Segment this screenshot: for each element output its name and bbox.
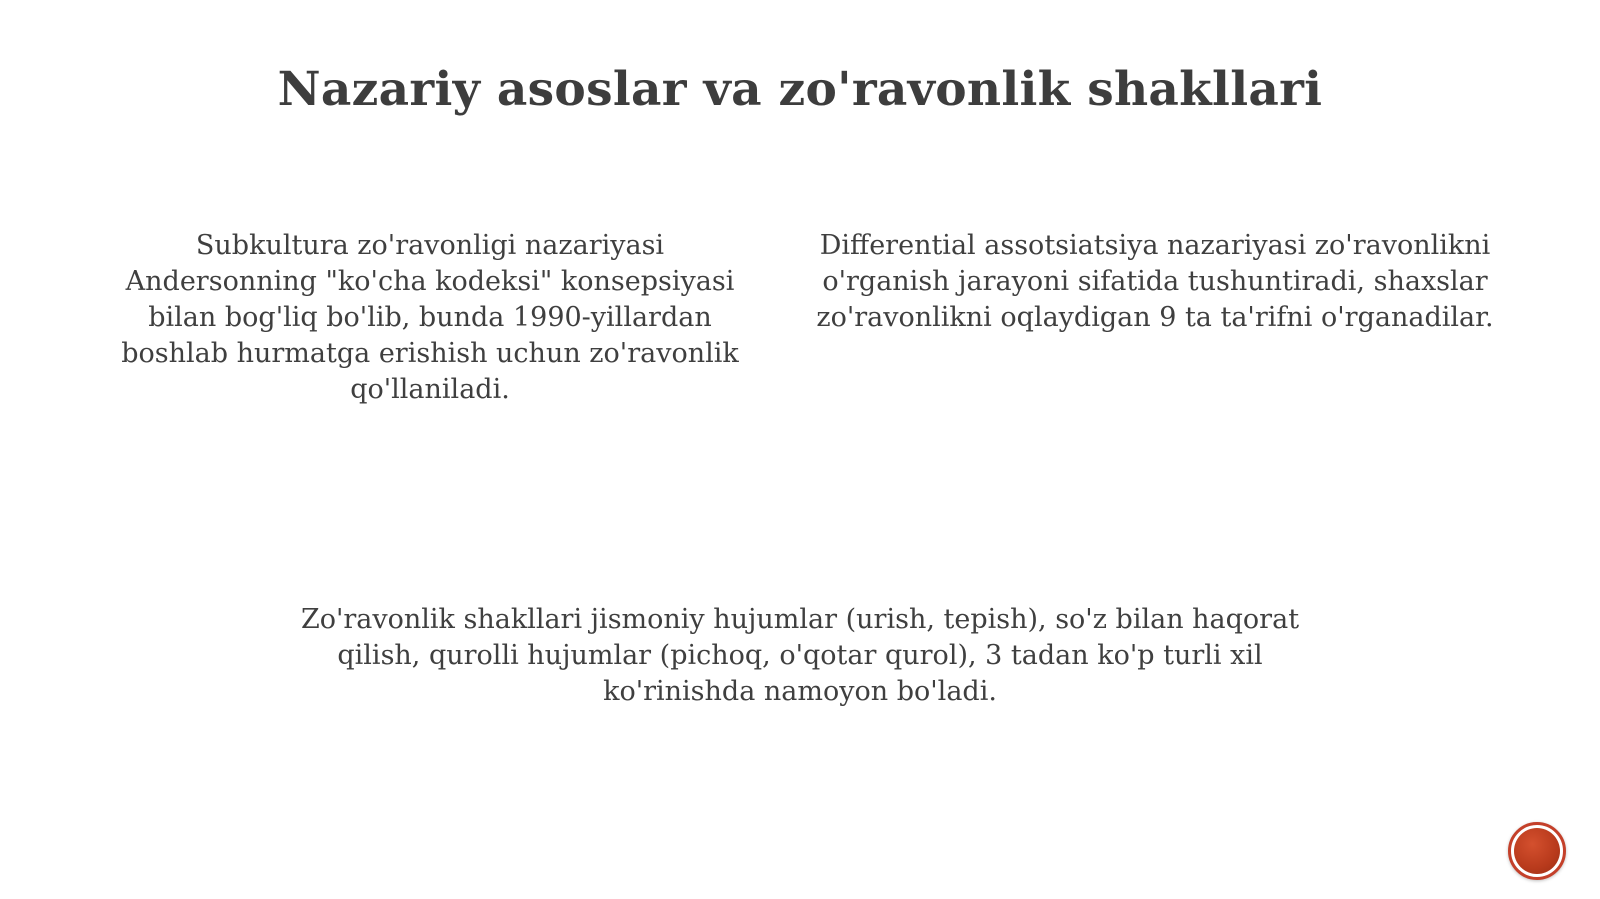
- slide-title: Nazariy asoslar va zo'ravonlik shakllari: [277, 62, 1323, 117]
- left-text-block: Subkultura zo'ravonligi nazariyasi Andersonning "ko'cha kodeksi" konsepsiyasi bilan bog'liq bo'lib, bunda 1990-yillardan boshlab hurmatga erishish uchun zo'ravonlik qo'llaniladi.: [121, 230, 739, 405]
- bottom-text-block: Zo'ravonlik shakllari jismoniy hujumlar (urish, tepish), so'z bilan haqorat qilish, qurolli hujumlar (pichoq, o'qotar qurol), 3 tadan ko'p turli xil ko'rinishda namoyon bo'ladi.: [300, 604, 1300, 707]
- right-text-block: Differential assotsiatsiya nazariyasi zo'ravonlikni o'rganish jarayoni sifatida tushuntiradi, shaxslar zo'ravonlikni oqlaydigan 9 ta ta'rifni o'rganadilar.: [816, 230, 1494, 333]
- circle-nav-icon: [1514, 828, 1560, 874]
- slide-nav-button[interactable]: [1508, 822, 1566, 880]
